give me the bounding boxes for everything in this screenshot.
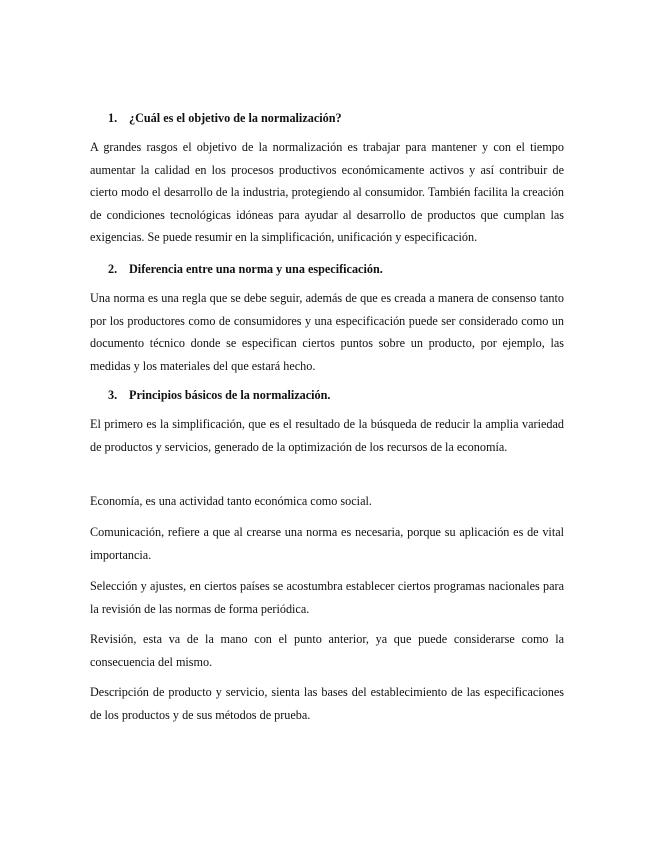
paragraph: Economía, es una actividad tanto económica como social. [90, 494, 372, 508]
paragraph: A grandes rasgos el objetivo de la normalización es trabajar para mantener y con el tiempo aumentar la calidad en los procesos productivos económicamente activos y así contribuir de cierto modo el desarrollo de la industria, protegiendo al consumidor. También facilita la creación de condiciones tecnológicas idóneas para ayudar al desarrollo de productos que cumplan las exigencias. Se puede resumir en la simplificación, unificación y especificación. [90, 140, 564, 244]
section-heading-3 [108, 387, 330, 403]
section-title: Diferencia entre una norma y una especificación. [129, 262, 383, 276]
paragraph: Revisión, esta va de la mano con el punto anterior, ya que puede considerarse como la consecuencia del mismo. [90, 632, 564, 669]
paragraph: El primero es la simplificación, que es el resultado de la búsqueda de reducir la amplia variedad de productos y servicios, generado de la optimización de los recursos de la economía. [90, 417, 564, 454]
section-heading-2 [108, 261, 383, 277]
paragraph: Selección y ajustes, en ciertos países se acostumbra establecer ciertos programas nacionales para la revisión de las normas de forma periódica. [90, 579, 564, 616]
paragraph: Una norma es una regla que se debe seguir, además de que es creada a manera de consenso tanto por los productores como de consumidores y una especificación puede ser considerado como un documento técnico donde se especifican ciertos puntos sobre un producto, por ejemplo, las medidas y los materiales del que estará hecho. [90, 291, 564, 373]
section-number: 1. [108, 111, 118, 125]
section-number: 3. [108, 388, 118, 402]
paragraph: Descripción de producto y servicio, sienta las bases del establecimiento de las especificaciones de los productos y de sus métodos de prueba. [90, 685, 564, 722]
section-title: ¿Cuál es el objetivo de la normalización? [129, 111, 342, 125]
section-title: Principios básicos de la normalización. [129, 388, 331, 402]
paragraph: Comunicación, refiere a que al crearse una norma es necesaria, porque su aplicación es de vital importancia. [90, 525, 564, 562]
section-number: 2. [108, 262, 118, 276]
section-heading-1 [108, 110, 342, 126]
